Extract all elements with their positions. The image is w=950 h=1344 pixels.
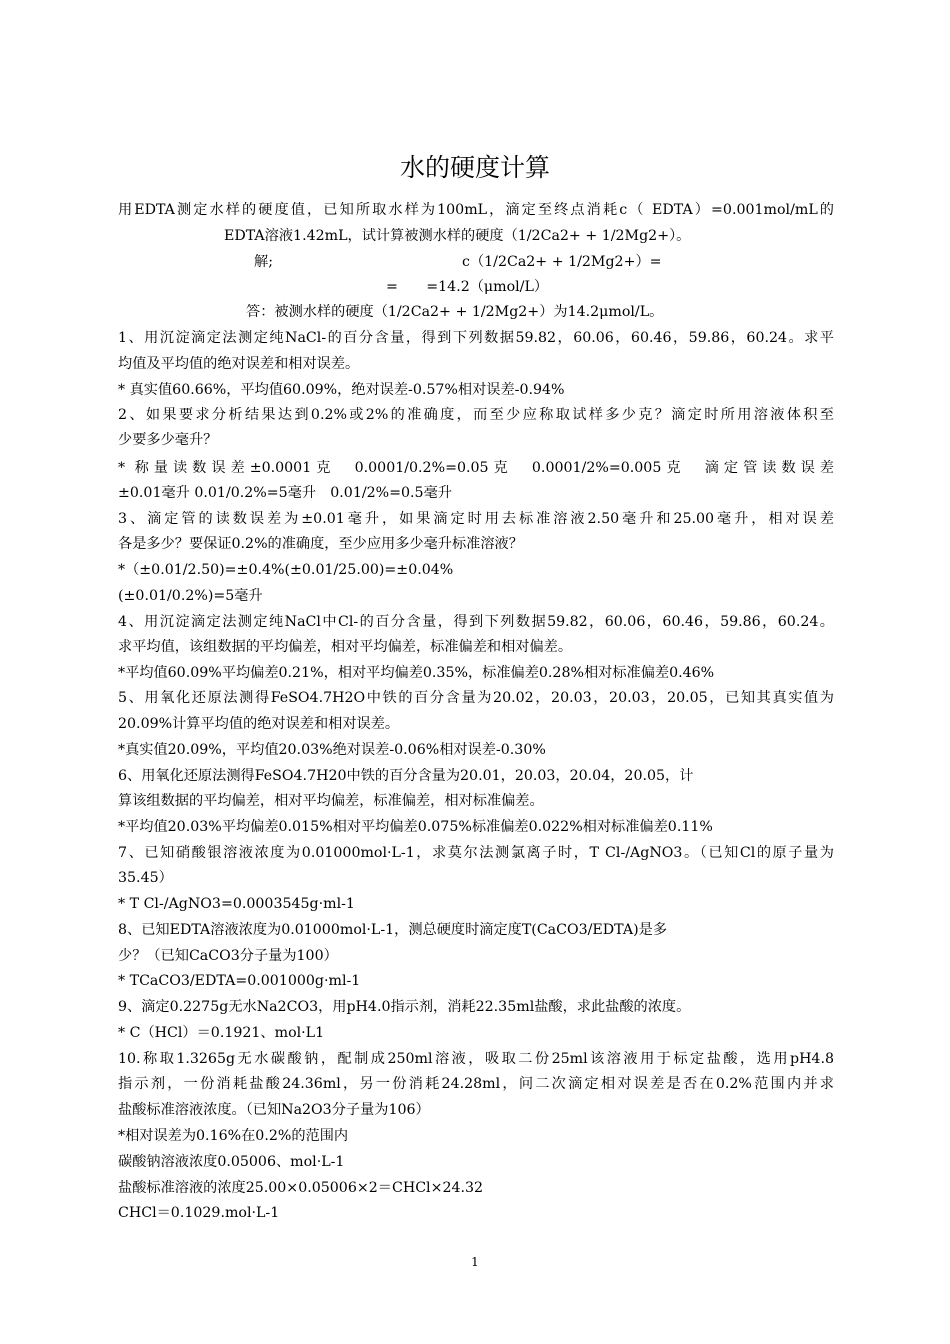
text-line: 5、用氧化还原法测得FeSO4.7H2O中铁的百分含量为20.02，20.03，20.03，20.05，已知其真实值为	[118, 690, 834, 706]
text-line: 3、滴定管的读数误差为±0.01毫升，如果滴定时用去标准溶液2.50毫升和25.00毫升，相对误差	[118, 511, 834, 527]
text-line: 解;	[254, 254, 273, 270]
text-line: 少？（已知CaCO3分子量为100）	[118, 948, 338, 964]
text-line: CHCl＝0.1029.mol·L-1	[118, 1205, 280, 1221]
text-line: *（±0.01/2.50)=±0.4%(±0.01/25.00)=±0.04%	[118, 562, 454, 578]
text-line: 少要多少毫升？	[118, 432, 218, 448]
text-line: 盐酸标准溶液浓度。（已知Na2O3分子量为106）	[118, 1102, 430, 1118]
text-line: 35.45）	[118, 870, 173, 886]
text-line: 碳酸钠溶液浓度0.05006、mol·L-1	[118, 1154, 345, 1170]
text-line: *相对误差为0.16%在0.2%的范围内	[118, 1128, 349, 1144]
text-line: 均值及平均值的绝对误差和相对误差。	[118, 356, 360, 372]
text-line: 2、如果要求分析结果达到0.2%或2%的准确度，而至少应称取试样多少克？滴定时所用溶液体积至	[118, 407, 834, 423]
text-line: c（1/2Ca2+ + 1/2Mg2+）=	[462, 254, 662, 270]
text-line: ±0.01毫升 0.01/0.2%=5毫升 0.01/2%=0.5毫升	[118, 485, 452, 501]
text-line: 求平均值，该组数据的平均偏差，相对平均偏差，标准偏差和相对偏差。	[118, 639, 573, 655]
text-line: * T Cl-/AgNO3=0.0003545g·ml-1	[118, 896, 355, 912]
text-line: = =14.2（μmol/L）	[386, 279, 549, 295]
text-line: 10.称取1.3265g无水碳酸钠，配制成250ml溶液，吸取二份25ml该溶液用于标定盐酸，选用pH4.8	[118, 1051, 834, 1067]
text-line: 7、已知硝酸银溶液浓度为0.01000mol·L-1，求莫尔法测氯离子时，T Cl-/AgNO3。（已知Cl的原子量为	[118, 845, 834, 861]
text-line: 各是多少？要保证0.2%的准确度，至少应用多少毫升标准溶液？	[118, 536, 523, 552]
text-line: 4、用沉淀滴定法测定纯NaCl中Cl-的百分含量，得到下列数据59.82，60.06，60.46，59.86，60.24。	[118, 614, 834, 630]
text-line: 1、用沉淀滴定法测定纯NaCl-的百分含量，得到下列数据59.82，60.06，60.46，59.86，60.24。求平	[118, 330, 834, 346]
text-line: 用EDTA测定水样的硬度值，已知所取水样为100mL，滴定至终点消耗c（ EDTA）=0.001mol/mL的	[118, 202, 834, 218]
text-line: * TCaCO3/EDTA=0.001000g·ml-1	[118, 973, 361, 989]
text-line: 8、已知EDTA溶液浓度为0.01000mol·L-1，测总硬度时滴定度T(CaCO3/EDTA)是多	[118, 922, 668, 938]
text-line: 盐酸标准溶液的浓度25.00×0.05006×2＝CHCl×24.32	[118, 1180, 484, 1196]
text-line: * C（HCl）＝0.1921、mol·L1	[118, 1025, 325, 1041]
text-line: * 称量读数误差±0.0001克 0.0001/0.2%=0.05克 0.0001/2%=0.005克 滴定管读数误差	[118, 460, 834, 476]
text-line: 算该组数据的平均偏差，相对平均偏差，标准偏差，相对标准偏差。	[118, 793, 544, 809]
text-line: * 真实值60.66%，平均值60.09%，绝对误差-0.57%相对误差-0.94%	[118, 382, 565, 398]
text-line: *真实值20.09%，平均值20.03%绝对误差-0.06%相对误差-0.30%	[118, 742, 546, 758]
text-line: 20.09%计算平均值的绝对误差和相对误差。	[118, 716, 400, 732]
text-line: 指示剂，一份消耗盐酸24.36ml，另一份消耗24.28ml，问二次滴定相对误差是否在0.2%范围内并求	[118, 1076, 834, 1092]
text-line: (±0.01/0.2%)=5毫升	[118, 588, 263, 604]
text-line: 9、滴定0.2275g无水Na2CO3，用pH4.0指示剂，消耗22.35ml盐酸，求此盐酸的浓度。	[118, 999, 691, 1015]
page-number: 1	[471, 1255, 479, 1269]
text-line: 6、用氧化还原法测得FeSO4.7H20中铁的百分含量为20.01，20.03，20.04，20.05，计	[118, 768, 694, 784]
text-line: 答：被测水样的硬度（1/2Ca2+ + 1/2Mg2+）为14.2μmol/L。	[246, 304, 664, 320]
text-line: *平均值60.09%平均偏差0.21%，相对平均偏差0.35%，标准偏差0.28%相对标准偏差0.46%	[118, 665, 715, 681]
text-line: EDTA溶液1.42mL，试计算被测水样的硬度（1/2Ca2+ + 1/2Mg2+）。	[224, 228, 691, 244]
text-line: *平均值20.03%平均偏差0.015%相对平均偏差0.075%标准偏差0.022%相对标准偏差0.11%	[118, 819, 713, 835]
page-title: 水的硬度计算	[399, 153, 550, 182]
